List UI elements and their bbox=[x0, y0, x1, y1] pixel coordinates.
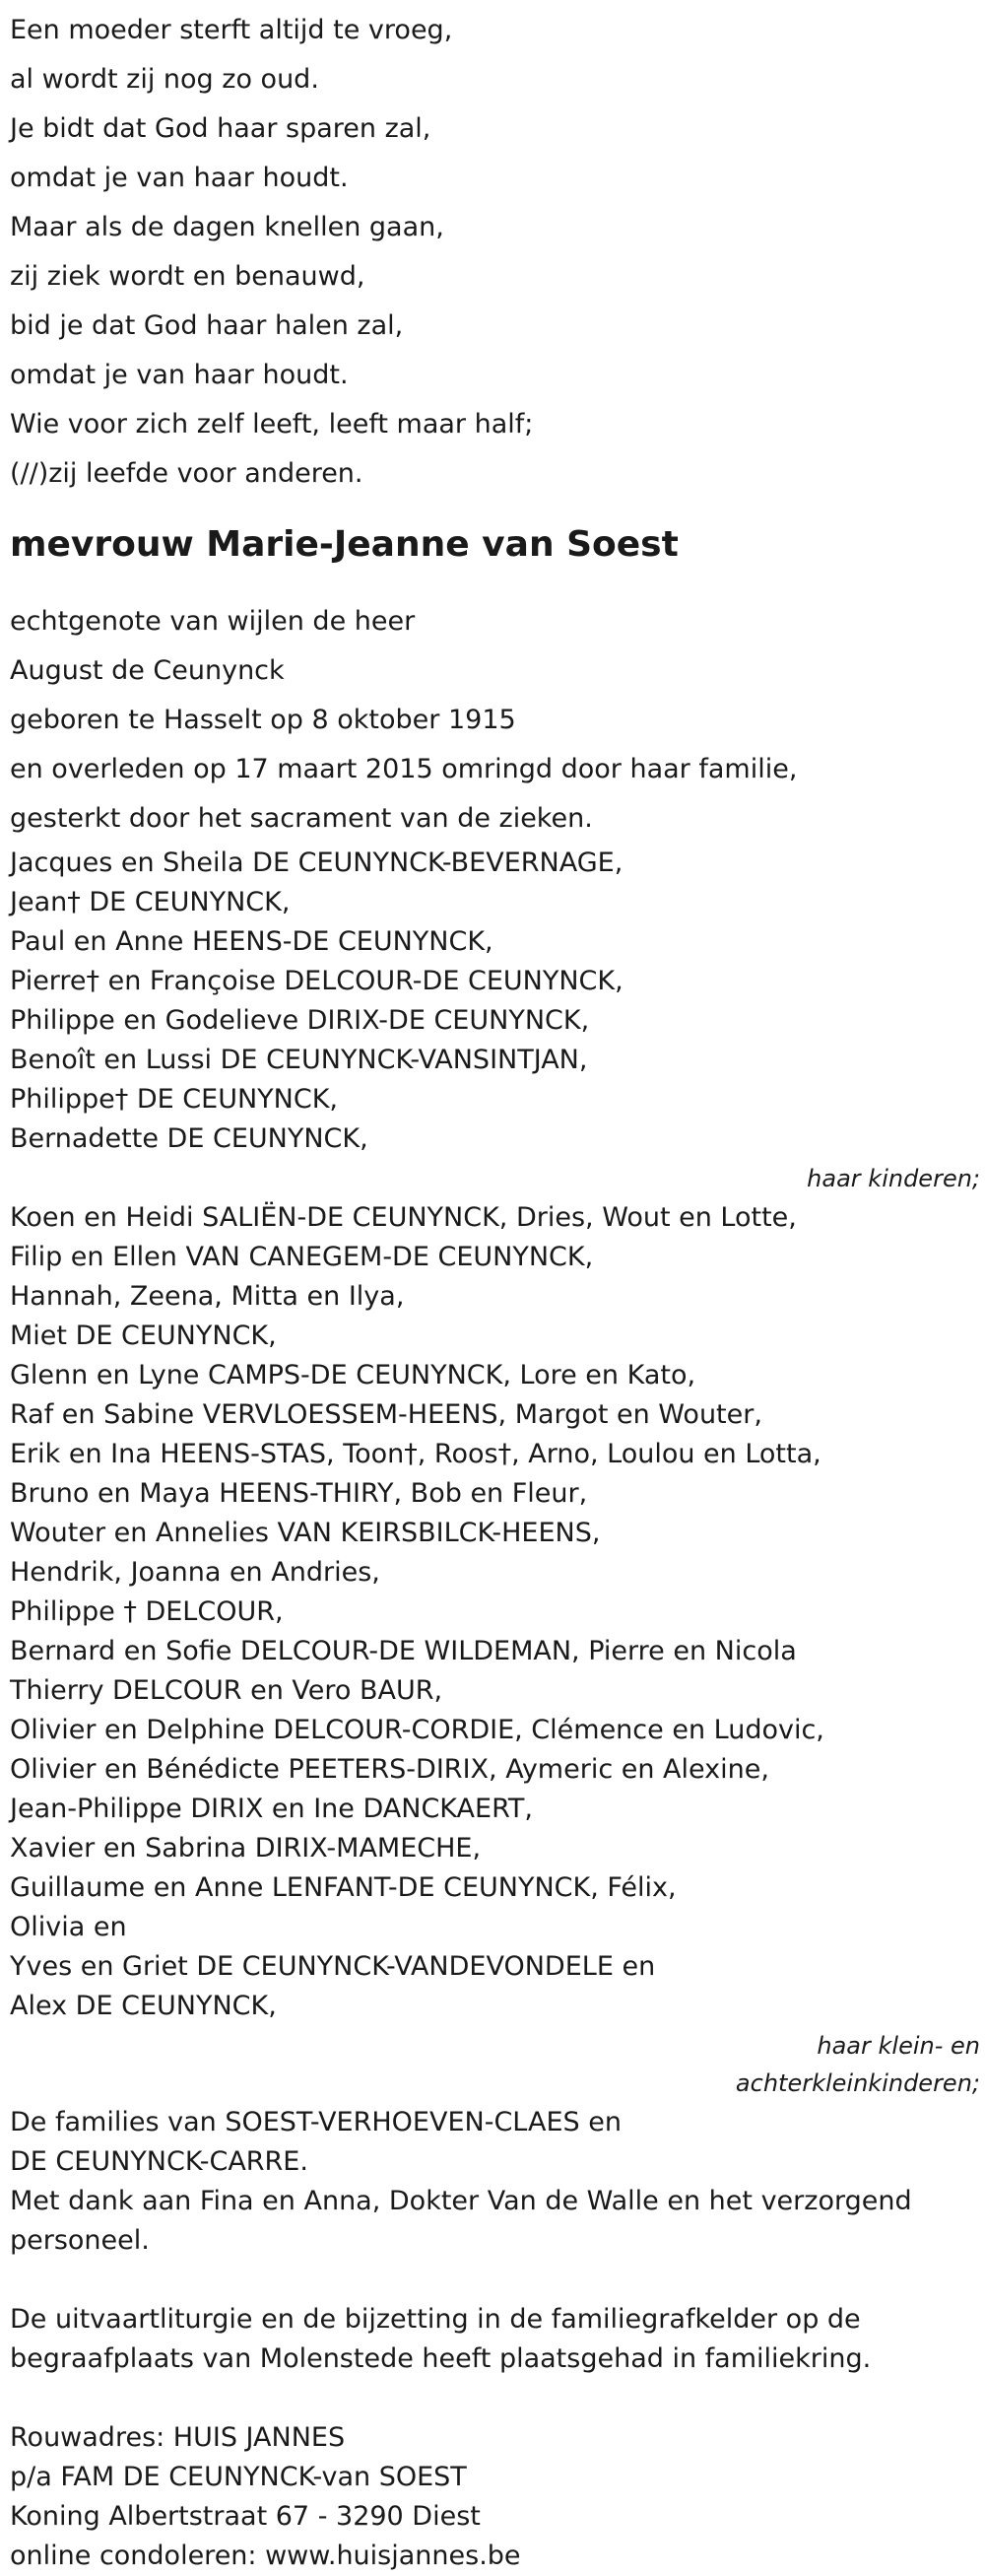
list-item: Bruno en Maya HEENS-THIRY, Bob en Fleur, bbox=[10, 1478, 588, 1509]
intro-line: gesterkt door het sacrament van de zieken. bbox=[10, 803, 593, 834]
section-spacer bbox=[10, 2261, 980, 2300]
address-section bbox=[10, 2418, 980, 2576]
poem-line: Je bidt dat God haar sparen zal, bbox=[10, 113, 431, 144]
list-item: Guillaume en Anne LENFANT-DE CEUNYNCK, Félix, bbox=[10, 1872, 677, 1903]
poem-line: Een moeder sterft altijd te vroeg, bbox=[10, 15, 453, 45]
list-item: Jean† DE CEUNYNCK, bbox=[10, 887, 291, 917]
list-item: Thierry DELCOUR en Vero BAUR, bbox=[10, 1675, 443, 1706]
intro-line: geboren te Hasselt op 8 oktober 1915 bbox=[10, 705, 516, 735]
families-line: DE CEUNYNCK-CARRE. bbox=[10, 2146, 308, 2177]
thanks-line: Met dank aan Fina en Anna, Dokter Van de Walle en het verzorgend bbox=[10, 2186, 912, 2216]
children-label: haar kinderen; bbox=[807, 1165, 980, 1192]
list-item: Xavier en Sabrina DIRIX-MAMECHE, bbox=[10, 1833, 482, 1864]
obituary-notice bbox=[10, 0, 980, 2576]
poem-line: omdat je van haar houdt. bbox=[10, 360, 349, 390]
poem-line: Maar als de dagen knellen gaan, bbox=[10, 212, 444, 242]
list-item: Filip en Ellen VAN CANEGEM-DE CEUNYNCK, bbox=[10, 1242, 594, 1272]
list-item: Wouter en Annelies VAN KEIRSBILCK-HEENS, bbox=[10, 1518, 601, 1548]
list-item: Philippe en Godelieve DIRIX-DE CEUNYNCK, bbox=[10, 1005, 590, 1036]
list-item: Philippe† DE CEUNYNCK, bbox=[10, 1084, 339, 1115]
children-list bbox=[10, 844, 980, 1198]
memorial-poem bbox=[10, 6, 980, 499]
list-item: Raf en Sabine VERVLOESSEM-HEENS, Margot en Wouter, bbox=[10, 1399, 762, 1430]
list-item: Erik en Ina HEENS-STAS, Toon†, Roos†, Arno, Loulou en Lotta, bbox=[10, 1439, 821, 1469]
intro-line: echtgenote van wijlen de heer bbox=[10, 606, 416, 637]
poem-line: (//)zij leefde voor anderen. bbox=[10, 458, 363, 489]
ceremony-line: begraafplaats van Molenstede heeft plaatsgehad in familiekring. bbox=[10, 2343, 872, 2374]
section-spacer bbox=[10, 2379, 980, 2418]
ceremony-section bbox=[10, 2300, 980, 2379]
list-item: Miet DE CEUNYNCK, bbox=[10, 1321, 277, 1351]
list-item: Yves en Griet DE CEUNYNCK-VANDEVONDELE en bbox=[10, 1951, 656, 1982]
list-item: Jean-Philippe DIRIX en Ine DANCKAERT, bbox=[10, 1794, 533, 1824]
list-item: Alex DE CEUNYNCK, bbox=[10, 1991, 277, 2021]
list-item: Paul en Anne HEENS-DE CEUNYNCK, bbox=[10, 926, 493, 957]
address-line: Rouwadres: HUIS JANNES bbox=[10, 2422, 346, 2453]
families-section bbox=[10, 2103, 980, 2261]
list-item: Olivia en bbox=[10, 1912, 127, 1942]
grandchildren-label: haar klein- en bbox=[817, 2032, 980, 2060]
address-line: p/a FAM DE CEUNYNCK-van SOEST bbox=[10, 2462, 467, 2492]
poem-line: bid je dat God haar halen zal, bbox=[10, 310, 404, 341]
poem-line: omdat je van haar houdt. bbox=[10, 163, 349, 193]
grandchildren-list bbox=[10, 1198, 980, 2103]
list-item: Philippe † DELCOUR, bbox=[10, 1596, 284, 1627]
list-item: Hendrik, Joanna en Andries, bbox=[10, 1557, 380, 1588]
address-line: Koning Albertstraat 67 - 3290 Diest bbox=[10, 2501, 481, 2532]
list-item: Koen en Heidi SALIËN-DE CEUNYNCK, Dries, Wout en Lotte, bbox=[10, 1202, 797, 1233]
deceased-name: mevrouw Marie-Jeanne van Soest bbox=[10, 524, 679, 565]
list-item: Bernard en Sofie DELCOUR-DE WILDEMAN, Pierre en Nicola bbox=[10, 1636, 797, 1666]
list-item: Benoît en Lussi DE CEUNYNCK-VANSINTJAN, bbox=[10, 1045, 588, 1075]
poem-line: Wie voor zich zelf leeft, leeft maar half; bbox=[10, 409, 534, 440]
thanks-line: personeel. bbox=[10, 2225, 150, 2256]
poem-line: al wordt zij nog zo oud. bbox=[10, 64, 319, 95]
list-item: Bernadette DE CEUNYNCK, bbox=[10, 1123, 368, 1154]
families-line: De families van SOEST-VERHOEVEN-CLAES en bbox=[10, 2107, 622, 2137]
list-item: Glenn en Lyne CAMPS-DE CEUNYNCK, Lore en Kato, bbox=[10, 1360, 696, 1390]
list-item: Olivier en Bénédicte PEETERS-DIRIX, Aymeric en Alexine, bbox=[10, 1754, 769, 1785]
intro-line: en overleden op 17 maart 2015 omringd door haar familie, bbox=[10, 754, 798, 784]
list-item: Jacques en Sheila DE CEUNYNCK-BEVERNAGE, bbox=[10, 847, 624, 878]
list-item: Pierre† en Françoise DELCOUR-DE CEUNYNCK, bbox=[10, 966, 624, 996]
condolence-link[interactable]: online condoleren: www.huisjannes.be bbox=[10, 2541, 521, 2571]
grandchildren-label: achterkleinkinderen; bbox=[735, 2069, 980, 2097]
intro-section bbox=[10, 597, 980, 844]
poem-line: zij ziek wordt en benauwd, bbox=[10, 261, 365, 292]
list-item: Olivier en Delphine DELCOUR-CORDIE, Clémence en Ludovic, bbox=[10, 1715, 824, 1745]
list-item: Hannah, Zeena, Mitta en Ilya, bbox=[10, 1281, 405, 1312]
ceremony-line: De uitvaartliturgie en de bijzetting in de familiegrafkelder op de bbox=[10, 2304, 861, 2335]
intro-line: August de Ceunynck bbox=[10, 655, 285, 686]
